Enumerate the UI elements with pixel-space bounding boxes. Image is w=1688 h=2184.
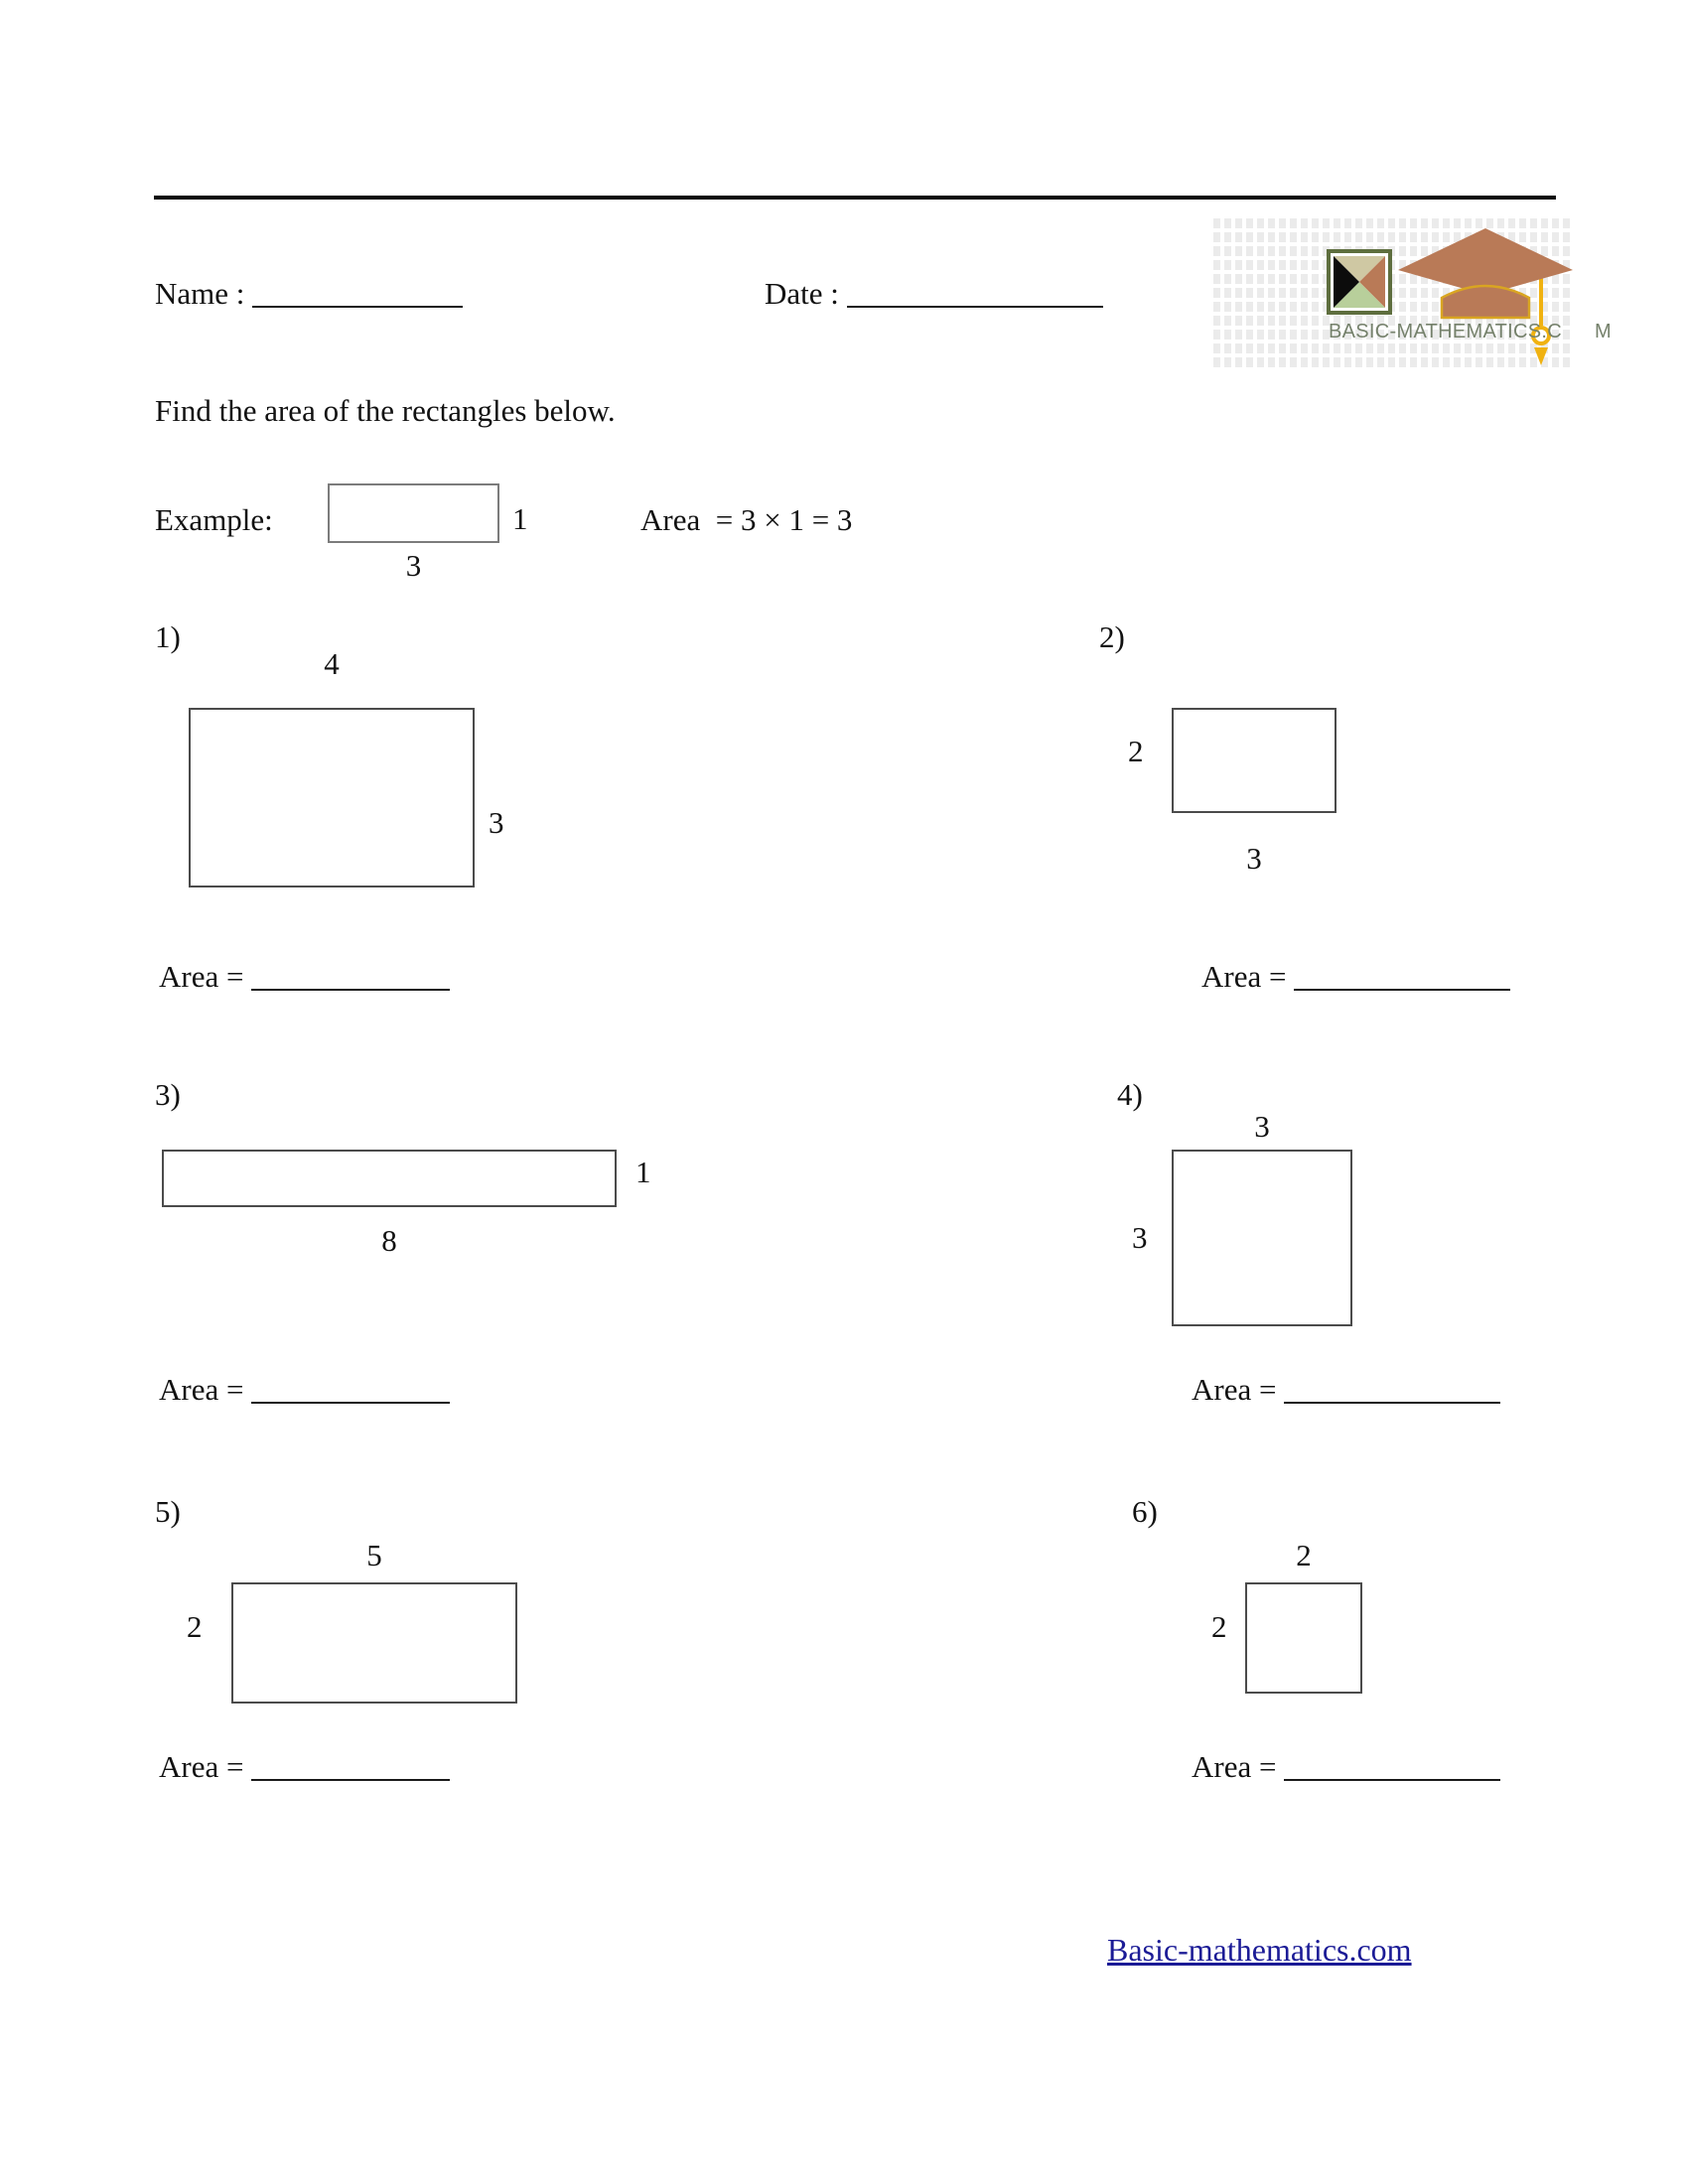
area-answer-1 <box>159 959 450 995</box>
area-blank-line <box>251 1777 450 1781</box>
footer-link[interactable]: Basic-mathematics.com <box>1107 1932 1412 1968</box>
example-rectangle <box>328 483 499 543</box>
example-label: Example: <box>155 502 273 537</box>
example-width-label: 3 <box>405 548 422 583</box>
area-label: Area = <box>159 1749 252 1784</box>
problem-1-rectangle <box>189 708 475 887</box>
area-blank-line <box>251 987 450 991</box>
logo-square-icon <box>1327 249 1392 315</box>
problem-1-width-label: 4 <box>324 646 340 681</box>
area-blank-line <box>1284 1777 1500 1781</box>
area-blank-line <box>1284 1400 1500 1404</box>
problem-4-number: 4) <box>1117 1077 1143 1112</box>
problem-6-width-label: 2 <box>1296 1538 1312 1572</box>
example-height-label: 1 <box>512 501 528 536</box>
problem-3-rectangle <box>162 1150 617 1207</box>
site-logo <box>1213 218 1612 367</box>
brand-prefix: BASIC-MATHEMATICS.C <box>1329 321 1562 342</box>
date-blank-line <box>847 304 1103 308</box>
problem-3-number: 3) <box>155 1077 181 1112</box>
area-label: Area = <box>1192 1749 1285 1784</box>
area-label: Area = <box>159 1372 252 1407</box>
problem-4-height-label: 3 <box>1132 1220 1148 1255</box>
name-row <box>155 276 463 312</box>
graduation-cap-icon <box>1398 224 1573 367</box>
name-blank-line <box>252 304 463 308</box>
problem-6-rectangle <box>1245 1582 1362 1694</box>
brand-text <box>1329 321 1612 342</box>
area-label: Area = <box>1201 959 1295 994</box>
area-label: Area = <box>1192 1372 1285 1407</box>
example-formula: Area = 3 × 1 = 3 <box>640 502 853 537</box>
date-label: Date : <box>765 276 847 311</box>
area-answer-3 <box>159 1372 450 1408</box>
area-answer-4 <box>1192 1372 1500 1408</box>
brand-suffix: M <box>1594 321 1612 342</box>
area-label: Area = <box>159 959 252 994</box>
area-answer-2 <box>1201 959 1510 995</box>
problem-3-height-label: 1 <box>635 1155 651 1189</box>
problem-3-width-label: 8 <box>381 1223 397 1258</box>
problem-4-width-label: 3 <box>1254 1109 1270 1144</box>
header-rule <box>154 196 1556 200</box>
problem-2-rectangle <box>1172 708 1336 813</box>
problem-5-height-label: 2 <box>187 1609 203 1644</box>
problem-6-number: 6) <box>1132 1494 1158 1529</box>
area-blank-line <box>251 1400 450 1404</box>
instruction-text: Find the area of the rectangles below. <box>155 393 616 428</box>
area-answer-6 <box>1192 1749 1500 1785</box>
area-blank-line <box>1294 987 1510 991</box>
problem-1-height-label: 3 <box>489 805 504 840</box>
problem-1-number: 1) <box>155 619 181 654</box>
date-row <box>765 276 1103 312</box>
problem-2-width-label: 3 <box>1246 841 1262 876</box>
problem-6-height-label: 2 <box>1211 1609 1227 1644</box>
problem-5-rectangle <box>231 1582 517 1704</box>
problem-2-number: 2) <box>1099 619 1125 654</box>
problem-5-number: 5) <box>155 1494 181 1529</box>
area-answer-5 <box>159 1749 450 1785</box>
tassel-icon <box>1534 347 1548 365</box>
problem-4-rectangle <box>1172 1150 1352 1326</box>
name-label: Name : <box>155 276 253 311</box>
problem-5-width-label: 5 <box>366 1538 382 1572</box>
problem-2-height-label: 2 <box>1128 734 1144 768</box>
